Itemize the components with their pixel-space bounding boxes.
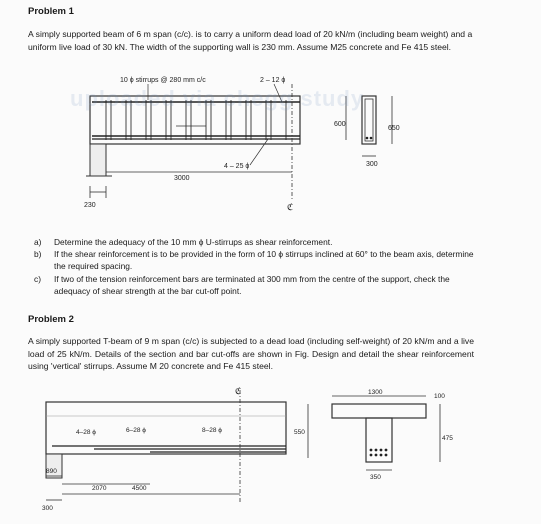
problem1-part-a: a) Determine the adequacy of the 10 mm ϕ U-stirrups as shear reinforcement. (34, 237, 333, 247)
dim-2070: 2070 (92, 485, 107, 492)
span-label: 3000 (174, 175, 190, 182)
section-width-label: 300 (366, 161, 378, 168)
web-width-label: 350 (370, 474, 381, 481)
dim-4500: 4500 (132, 485, 147, 492)
bottom-bars-label: 4 – 25 ϕ (224, 163, 250, 170)
top-bars-label: 2 – 12 ϕ (260, 77, 286, 84)
overall-depth-label: 650 (388, 125, 400, 132)
problem1-statement: A simply supported beam of 6 m span (c/c). is to carry a uniform dead load of 20 kN/m (including beam weight) and a uniform live load of 30 kN. The width of the supporting wall is 230 mm. Assume M25 concrete and Fe 415 steel. (28, 29, 473, 52)
problem1-parts (34, 236, 474, 297)
flange-depth-label: 100 (434, 393, 445, 400)
flange-width-label: 1300 (368, 389, 383, 396)
watermark: uploaded via chegg study (70, 86, 365, 111)
problem2-statement: A simply supported T-beam of 9 m span (c/c) is subjected to a dead load (including self-weight) of 20 kN/m and a live load of 25 kN/m. Details of the section and bar cut-offs are shown in Fig. Design and detail the shear reinforcement using 'vertical' stirrups. Assume M 20 concrete and Fe 415 steel. (28, 336, 474, 371)
p2-depth-label: 550 (294, 429, 305, 436)
effective-depth-label: 600 (334, 121, 346, 128)
dim-890: 890 (46, 468, 57, 475)
bars-mid-label: 6–28 ϕ (126, 427, 146, 434)
p2-centerline-symbol: ℭ (235, 386, 242, 396)
problem2-title: Problem 2 (28, 314, 74, 325)
stirrups-label: 10 ϕ stirrups @ 280 mm c/c (120, 77, 206, 84)
dim-300: 300 (42, 505, 53, 512)
problem2-figure (32, 384, 472, 514)
problem1-part-c: c) If two of the tension reinforcement bars are terminated at 300 mm from the centre of the support, check the adequacy of shear strength at the bar cut-off point. (34, 273, 450, 296)
problem1-title: Problem 1 (28, 6, 74, 17)
support-width-label: 230 (84, 202, 96, 209)
bars-right-label: 8–28 ϕ (202, 427, 222, 434)
problem1-part-b: b) If the shear reinforcement is to be provided in the form of 10 ϕ stirrups inclined at 60° to the beam axis, determine the required spacing. (34, 249, 474, 272)
p2-overall-depth-label: 475 (442, 435, 453, 442)
centerline-symbol: ℭ (287, 202, 294, 212)
bars-left-label: 4–28 ϕ (76, 429, 96, 436)
